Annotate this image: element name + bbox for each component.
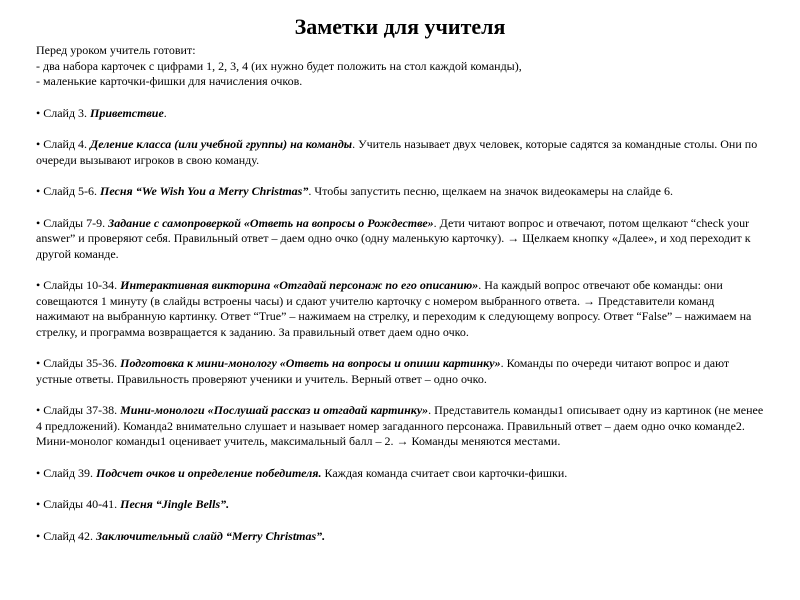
slide-heading: Интерактивная викторина «Отгадай персонаж по его описанию» xyxy=(120,278,479,292)
slide-heading: Песня “Jingle Bells”. xyxy=(120,497,230,511)
slide-note xyxy=(36,216,766,263)
notes-body xyxy=(36,43,766,544)
slide-number: • Слайд 4. xyxy=(36,137,91,151)
slide-description: . На каждый вопрос отвечают обе команды: они совещаются 1 минуту (в слайды встроены часы) и сдают учителю карточку с номером выбранного ответа. → Представители команд нажимают на выбранную картинку. Ответ “True” – нажимаем на стрелку, и переходим к следующему вопросу. Ответ “False” – нажимаем на стрелку, и программа возвращается к заданию. За правильный ответ даем одно очко. xyxy=(36,278,752,339)
slide-description: Каждая команда считает свои карточки-фишки. xyxy=(321,465,568,480)
slide-note xyxy=(36,497,766,513)
slide-number: • Слайды 10-34. xyxy=(36,278,121,292)
slide-heading: Подготовка к мини-монологу «Ответь на вопросы и опиши картинку» xyxy=(120,356,501,370)
slide-description: . Представитель команды1 описывает одну из картинок (не менее 4 предложений). Команда2 внимательно слушает и называет номер загаданного персонажа. Правильный ответ – даем одно очко команде2. Мини-монолог команды1 оценивает учитель, максимальный балл – 2. → Команды меняются местами. xyxy=(36,403,764,448)
intro-paragraph xyxy=(36,43,766,90)
slide-note xyxy=(36,466,766,482)
slide-note xyxy=(36,529,766,545)
intro-line: Перед уроком учитель готовит: xyxy=(36,43,196,57)
slide-number: • Слайды 35-36. xyxy=(36,356,121,370)
slide-note xyxy=(36,137,766,168)
slide-heading: Песня “We Wish You a Merry Christmas” xyxy=(100,184,309,198)
slide-number: • Слайды 7-9. xyxy=(36,215,109,230)
slide-description: . Учитель называет двух человек, которые садятся за командные столы. Они по очереди вызывают игроков в свою команду. xyxy=(36,137,758,167)
page-title: Заметки для учителя xyxy=(294,14,506,39)
intro-line: - два набора карточек с цифрами 1, 2, 3, 4 (их нужно будет положить на стол каждой команды), xyxy=(36,58,522,73)
slide-heading: Мини-монологи «Послушай рассказ и отгадай картинку» xyxy=(120,403,429,417)
slide-number: • Слайд 42. xyxy=(36,528,97,543)
slide-heading: Приветствие xyxy=(90,105,164,120)
slide-description: . Команды по очереди читают вопрос и дают устные ответы. Правильность проверяют ученики и учитель. Верный ответ – одно очко. xyxy=(36,356,730,386)
slide-number: • Слайды 37-38. xyxy=(36,403,121,417)
slide-number: • Слайд 39. xyxy=(36,465,97,480)
slide-heading: Задание с самопроверкой «Ответь на вопросы о Рождестве» xyxy=(108,215,434,230)
slide-description: . Дети читают вопрос и отвечают, потом щелкают “check your answer” и проверяют себя. Правильный ответ – даем одно очко (одну маленькую карточку). → Щелкаем кнопку «Далее», и ход переходит к другой команде. xyxy=(36,215,751,261)
slide-heading: Заключительный слайд “Merry Christmas”. xyxy=(96,528,326,543)
slide-description: . Чтобы запустить песню, щелкаем на значок видеокамеры на слайде 6. xyxy=(308,184,673,198)
slide-note xyxy=(36,356,766,387)
slide-number: • Слайд 3. xyxy=(36,105,91,120)
slide-number: • Слайды 40-41. xyxy=(36,497,121,511)
slide-note xyxy=(36,106,766,122)
slide-number: • Слайд 5-6. xyxy=(36,184,101,198)
slide-heading: Деление класса (или учебной группы) на команды xyxy=(90,137,353,151)
slide-note xyxy=(36,184,766,200)
slide-description: . xyxy=(163,105,167,120)
slide-note xyxy=(36,278,766,340)
intro-line: - маленькие карточки-фишки для начисления очков. xyxy=(36,74,303,88)
slide-note xyxy=(36,403,766,450)
slide-heading: Подсчет очков и определение победителя. xyxy=(96,465,322,480)
